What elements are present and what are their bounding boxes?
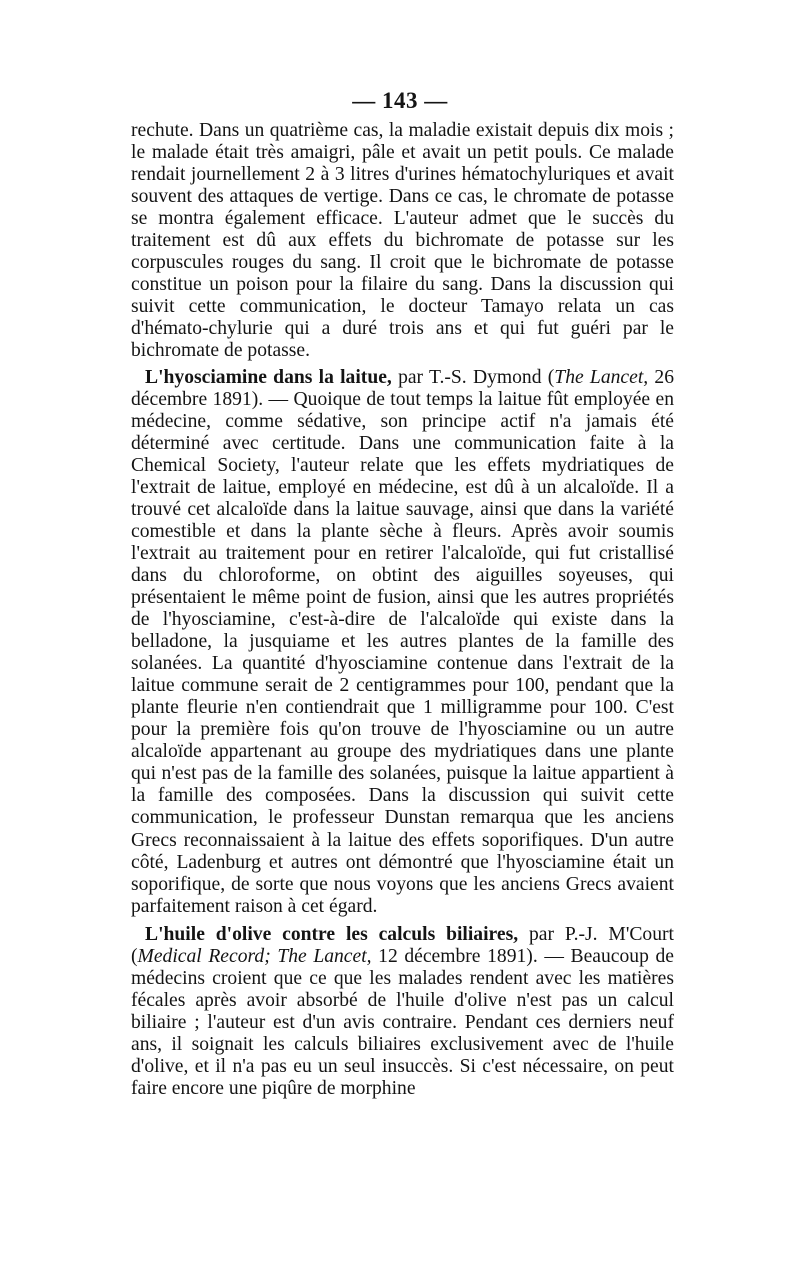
article-body: — Beaucoup de médecins croient que ce que les malades rendent avec les matières fécales après avoir absorbé de l'huile d'olive n'est pas un calcul biliaire ; l'auteur est d'un avis contraire. Pendant ces derniers neuf ans, il soignait les calculs biliaires exclusivement avec de l'huile d'olive, et il n'a pas eu un seul insuccès. Si c'est nécessaire, on peut faire encore une piqûre de morphine xyxy=(131,945,674,1100)
article-hyosciamine xyxy=(131,367,674,918)
article-author: par T.-S. Dymond ( xyxy=(398,366,555,388)
continuation-paragraph: rechute. Dans un quatrième cas, la maladie existait depuis dix mois ; le malade était très amaigri, pâle et avait un petit pouls. Ce malade rendait journellement 2 à 3 litres d'urines hématochyluriques et avait souvent des attaques de vertige. Dans ce cas, le chromate de potasse se montra également efficace. L'auteur admet que le succès du traitement est dû aux effets du bichromate de potasse sur les corpuscules rouges du sang. Il croit que le bichromate de potasse constitue un poison pour la filaire du sang. Dans la discussion qui suivit cette communication, le docteur Tamayo relata un cas d'hémato-chylurie qui a duré trois ans et qui fut guéri par le bichromate de potasse. xyxy=(131,120,674,362)
article-date: 26 décembre 1891). xyxy=(131,366,674,410)
text-column xyxy=(131,120,674,1100)
article-journal: Medical Record; The Lancet, xyxy=(137,945,372,967)
article-huile-olive xyxy=(131,924,674,1100)
page-number: — 143 — xyxy=(352,88,448,113)
article-date: 12 décembre 1891). xyxy=(378,945,538,967)
article-heading: L'hyosciamine dans la laitue, xyxy=(145,366,392,388)
article-heading: L'huile d'olive contre les calculs biliaires, xyxy=(145,923,519,945)
article-author: par P.-J. M'Court ( xyxy=(131,923,674,967)
article-body: — Quoique de tout temps la laitue fût employée en médecine, comme sédative, son principe actif n'a jamais été déterminé avec certitude. Dans une communication faite à la Chemical Society, l'auteur relate que les effets mydriatiques de l'extrait de laitue, employé en médecine, est dû à un alcaloïde. Il a trouvé cet alcaloïde dans la laitue sauvage, ainsi que dans la variété comestible et dans la plante sèche à fleurs. Après avoir soumis l'extrait au traitement pour en retirer l'alcaloïde, qui fut cristallisé dans du chloroforme, on obtint des aiguilles soyeuses, qui présentaient le même point de fusion, ainsi que les autres propriétés de l'hyosciamine, c'est-à-dire de l'alcaloïde qui existe dans la belladone, la jusquiame et les autres plantes de la famille des solanées. La quantité d'hyosciamine contenue dans l'extrait de la laitue commune serait de 2 centigrammes pour 100, pendant que la plante fleurie n'en contiendrait que 1 milligramme pour 100. C'est pour la première fois qu'on trouve de l'hyosciamine ou un autre alcaloïde appartenant au groupe des mydriatiques dans une plante qui n'est pas de la famille des solanées, puisque la laitue appartient à la famille des composées. Dans la discussion qui suivit cette communication, le professeur Dunstan remarqua que les anciens Grecs reconnaissaient à la laitue des effets soporifiques. D'un autre côté, Ladenburg et autres ont démontré que l'hyosciamine était un soporifique, de sorte que nous voyons que les anciens Grecs avaient parfaitement raison à cet égard. xyxy=(131,388,674,917)
article-journal: The Lancet, xyxy=(554,366,649,388)
